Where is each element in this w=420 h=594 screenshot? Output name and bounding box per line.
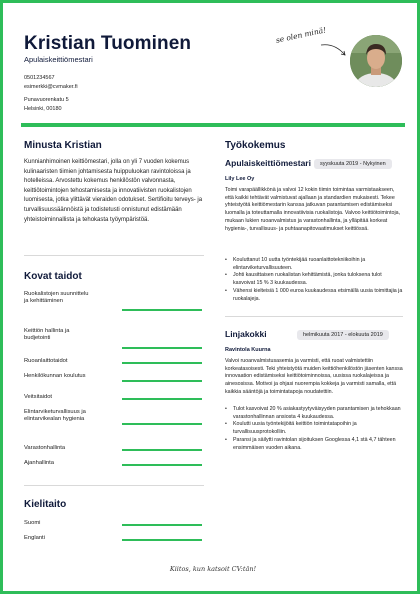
job-date-badge: helmikuuta 2017 - elokuuta 2019 bbox=[297, 330, 389, 340]
skill-row bbox=[24, 445, 204, 455]
skill-label: Keittiön hallinta ja budjetointi bbox=[24, 328, 70, 342]
section-rule bbox=[24, 255, 204, 256]
about-title: Minusta Kristian bbox=[24, 140, 102, 151]
skill-label: Henkilökunnan koulutus bbox=[24, 373, 86, 379]
skill-bar-fill bbox=[122, 449, 202, 451]
header-divider bbox=[21, 123, 405, 127]
footer-note: Kiitos, kun katsoit CV:tän! bbox=[169, 565, 257, 573]
skill-label: Ajanhallinta bbox=[24, 460, 54, 466]
skill-label: Veitsitaidot bbox=[24, 394, 53, 400]
contact-block bbox=[24, 74, 78, 91]
job-title: Linjakokki bbox=[225, 329, 267, 339]
profile-photo bbox=[350, 35, 402, 87]
address-block bbox=[24, 96, 69, 113]
section-rule bbox=[225, 316, 403, 317]
skill-row bbox=[24, 358, 204, 368]
language-label: Englanti bbox=[24, 535, 45, 541]
street-address: Punavuorenkatu 5 bbox=[24, 97, 69, 103]
achievement-item: • Paransi ja säilytti ravintolan sijoituksen Googlessa 4,1 stä 4,7 tähteen ensimmäisen vuoden aikana. bbox=[225, 437, 403, 452]
about-text: Kunnianhimoinen keittiömestari, jolla on yli 7 vuoden kokemus kulinaaristen tiimien johtamisesta huippuluokan ravintoloissa ja hotelleissa. Arvostettu kokemus henkilöstön valvonnasta, keittiötoimintojen tehostamisesta ja innovatiivisten ruokalistojen luomisesta, jotka ylittävät vieraiden odotukset. Sertifioitu terveys- ja turvallisuussäännöistä ja todistetusti onnistunut edistämään yhteistoiminnallista ja tehokasta työympäristöä. bbox=[24, 159, 203, 223]
skill-bar-track bbox=[122, 449, 202, 451]
skill-bar-fill bbox=[122, 423, 202, 425]
achievement-item: • Tulot kasvoivat 20 % asiakastyytyväisyyden parantamisen ja tehokkaan varastonhallinnan ansiosta 4 kuukaudessa. bbox=[225, 406, 403, 421]
achievement-item: • Kouluttanut 10 uutta työntekijää ruoanlaittotekniikoihin ja elintarviketurvallisuuteen. bbox=[225, 257, 403, 272]
skill-bar-fill bbox=[122, 398, 202, 400]
skill-label: Ruokalistojen suunnittelu ja kehittäminen bbox=[24, 291, 89, 305]
skill-bar-track bbox=[122, 423, 202, 425]
phone-number: 0501234567 bbox=[24, 75, 55, 81]
skill-label: Ruoanlaittotaidot bbox=[24, 358, 68, 364]
skill-bar-track bbox=[122, 398, 202, 400]
skill-bar-fill bbox=[122, 347, 202, 349]
skill-row bbox=[24, 291, 204, 323]
skill-label: Elintarviketurvallisuus ja elintarvikealan hygienia bbox=[24, 409, 86, 423]
curved-arrow-icon bbox=[319, 41, 349, 61]
experience-title: Työkokemus bbox=[225, 140, 286, 151]
skill-row bbox=[24, 328, 204, 352]
job-date-badge: syyskuuta 2019 - Nykyinen bbox=[314, 159, 392, 169]
skill-label: Varastonhallinta bbox=[24, 445, 66, 451]
job-company: Ravintola Kuurna bbox=[225, 347, 271, 353]
person-portrait-icon bbox=[350, 35, 402, 87]
languages-title: Kielitaito bbox=[24, 499, 67, 510]
skill-bar-track bbox=[122, 347, 202, 349]
job-title: Apulaiskeittiömestari bbox=[225, 158, 311, 168]
job-achievements bbox=[225, 257, 403, 303]
achievement-item: • Vähensi kielteisiä 1 000 euroa kuukaudessa etsimällä uusia toimittajia ja ruokalajeja. bbox=[225, 288, 403, 303]
candidate-name: Kristian Tuominen bbox=[24, 33, 192, 54]
language-row bbox=[24, 535, 204, 545]
skill-bar-track bbox=[122, 464, 202, 466]
skill-row bbox=[24, 394, 204, 404]
job-description: Valvoi ruoanvalmistusasemia ja varmisti, että ruoat valmistettiin korkeatasoisesti. Teki yhteistyötä muiden keittiöhenkilöstön jäsenten kanssa innovaation edistämiseksi keittiötoiminnoissa, uusissa ruokalajeissa ja ainesosissa. Motivoi ja ohjasi nuorempia kokkeja ja varmisti samalla, että kaikkia sääntöjä ja toimintatapoja noudatettiin. bbox=[225, 358, 403, 395]
language-row bbox=[24, 520, 204, 530]
skill-bar-track bbox=[122, 380, 202, 382]
job-company: Lily Lee Oy bbox=[225, 176, 255, 182]
email-address: esimerkki@cvmaker.fi bbox=[24, 83, 78, 90]
language-bar-fill bbox=[122, 524, 202, 526]
achievement-item: • Koulutti uusia työntekijöitä keittiön toimintatapoihin ja turvallisuusprotokolliin. bbox=[225, 421, 403, 436]
skill-bar-fill bbox=[122, 362, 202, 364]
job-description: Toimi varapäällikkönä ja valvoi 12 kokin tiimin toimintaa varmistaakseen, että kaikki tehtävät valmistuvat ajallaan ja standardien mukaisesti. Tekee yhteistyötä keittiömestarin kanssa jatkuvan parantamisen edistämiseksi luomalla ja toteuttamalla innovatiivisia ruokalistoja. Valvoo keittiötoimintoja, mukaan lukien ruoanvalmistus ja varastonhallinta, ja ylläpitää korkeat hygienia-, turvallisuus- ja puhtaanapitovaatimukset keittiössä. bbox=[225, 187, 401, 232]
achievement-item: • Johti kausittaisen ruokalistan kehittämistä, jonka tuloksena tulot kasvoivat 15 % 3 kuukaudessa. bbox=[225, 272, 403, 287]
skill-row bbox=[24, 373, 204, 389]
section-rule bbox=[24, 485, 204, 486]
skill-bar-fill bbox=[122, 309, 202, 311]
handwritten-note: se olen minä! bbox=[275, 25, 327, 45]
skill-bar-track bbox=[122, 309, 202, 311]
candidate-role: Apulaiskeittiömestari bbox=[24, 55, 93, 64]
skills-title: Kovat taidot bbox=[24, 271, 82, 282]
skill-bar-track bbox=[122, 362, 202, 364]
language-label: Suomi bbox=[24, 520, 41, 526]
language-bar-track bbox=[122, 539, 202, 541]
job-achievements bbox=[225, 406, 403, 452]
skill-row bbox=[24, 409, 204, 439]
language-bar-fill bbox=[122, 539, 202, 541]
skill-bar-fill bbox=[122, 464, 202, 466]
skill-row bbox=[24, 460, 204, 470]
language-bar-track bbox=[122, 524, 202, 526]
city-postcode: Helsinki, 00180 bbox=[24, 105, 62, 112]
skill-bar-fill bbox=[122, 380, 202, 382]
